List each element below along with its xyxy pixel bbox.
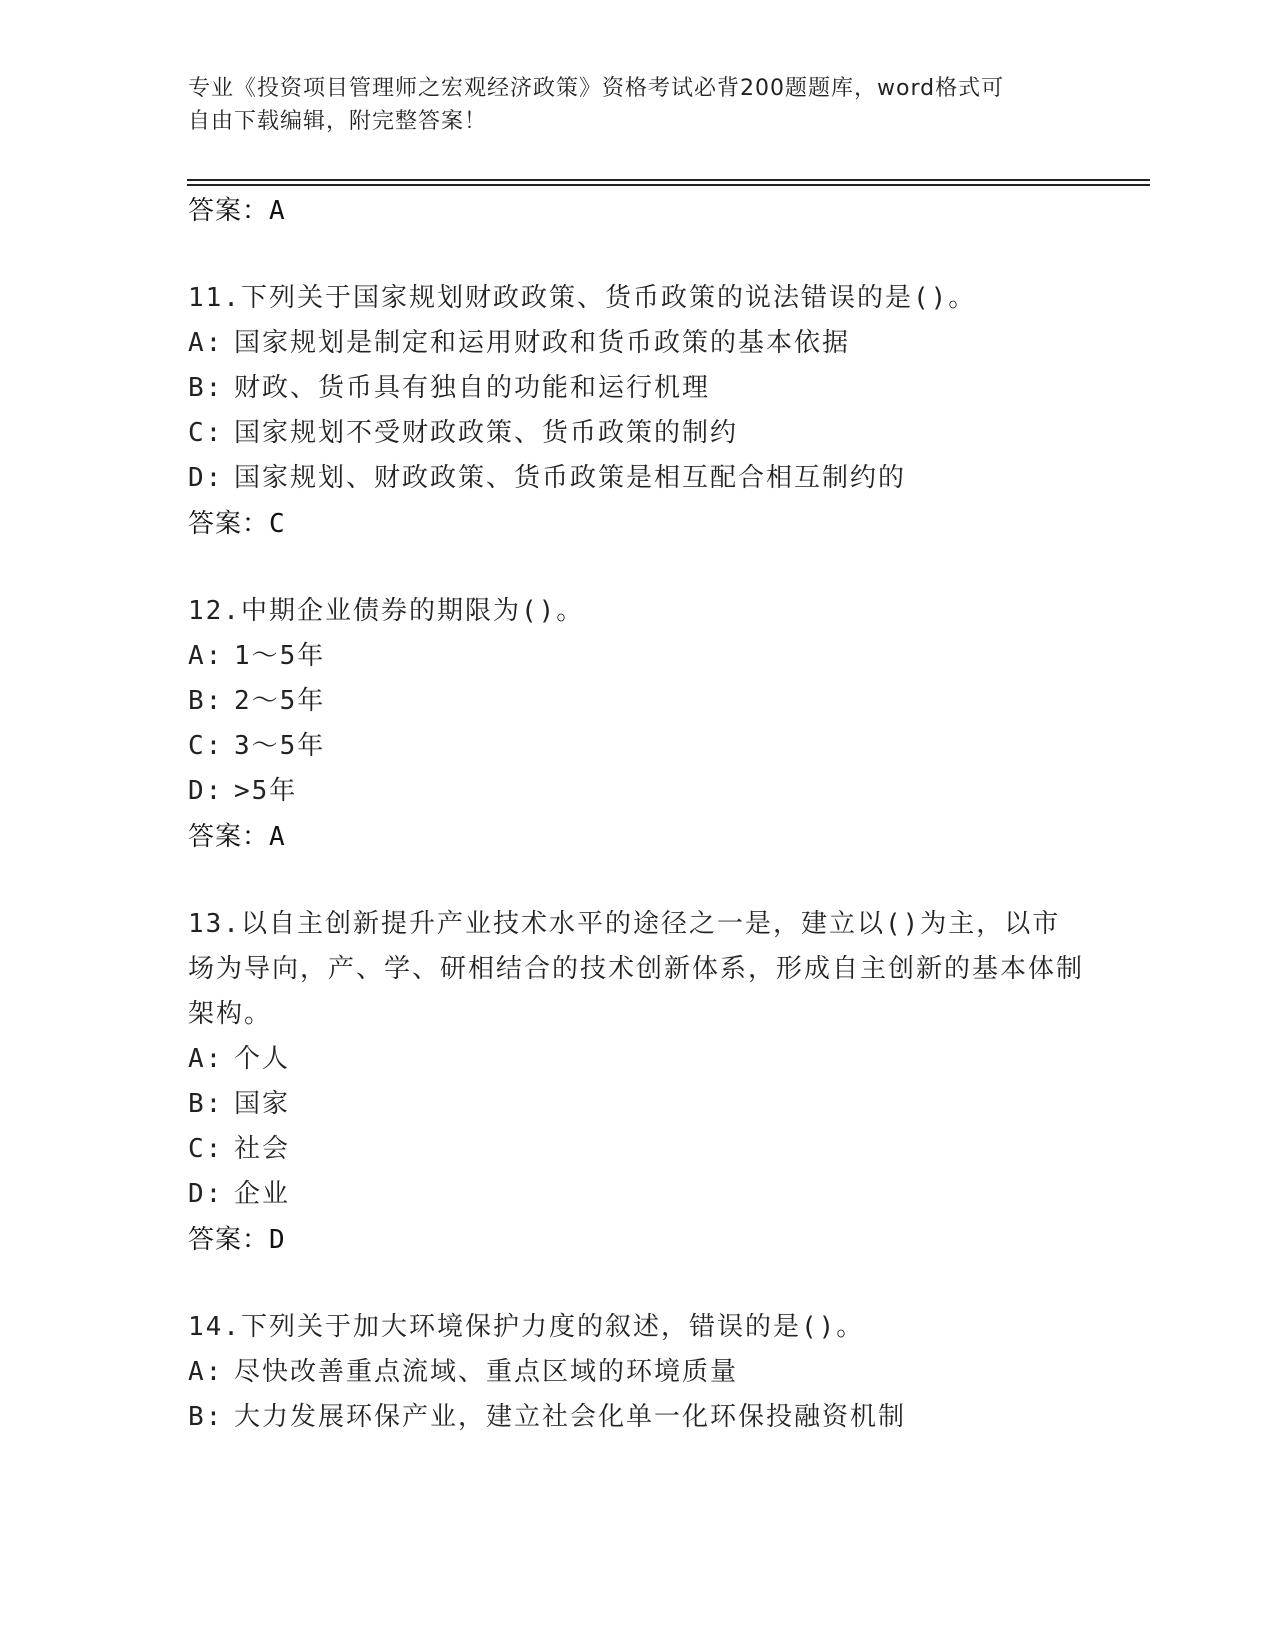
option-text: 3～5年: [234, 731, 326, 761]
option-b: [188, 366, 1088, 411]
option-letter: C:: [188, 418, 224, 448]
answer-line: [188, 188, 1088, 234]
option-text: 1～5年: [234, 641, 326, 671]
option-letter: A:: [188, 328, 224, 358]
option-d: [188, 769, 1088, 814]
option-text: 国家规划不受财政政策、货币政策的制约: [234, 418, 739, 448]
option-letter: B:: [188, 686, 224, 716]
option-b: [188, 679, 1088, 724]
option-text: 大力发展环保产业，建立社会化单一化环保投融资机制: [234, 1402, 907, 1432]
answer-line: [188, 501, 1088, 547]
answer-value: A: [269, 196, 286, 226]
option-text: 尽快改善重点流域、重点区域的环境质量: [234, 1357, 739, 1387]
answer-line: [188, 814, 1088, 860]
question-12: 12.中期企业债券的期限为()。: [188, 596, 585, 626]
question-14: 14.下列关于加大环境保护力度的叙述，错误的是()。: [188, 1312, 865, 1342]
header-line-2: 自由下载编辑，附完整答案！: [188, 109, 488, 134]
answer-prefix: 答案：: [188, 1225, 270, 1255]
option-letter: A:: [188, 1044, 224, 1074]
option-letter: A:: [188, 641, 224, 671]
answer-value: D: [269, 1225, 286, 1255]
answer-prefix: 答案：: [188, 196, 270, 226]
option-b: [188, 1082, 1088, 1127]
page-header: [188, 72, 1088, 138]
question-list: [188, 188, 1088, 1440]
answer-line: [188, 1217, 1088, 1263]
option-c: [188, 724, 1088, 769]
option-b: [188, 1395, 1088, 1440]
answer-prefix: 答案：: [188, 822, 270, 852]
option-letter: B:: [188, 373, 224, 403]
option-text: 国家规划、财政政策、货币政策是相互配合相互制约的: [234, 463, 907, 493]
option-text: 企业: [234, 1179, 291, 1209]
option-letter: D:: [188, 463, 224, 493]
header-rule-bottom: [187, 184, 1150, 186]
option-d: [188, 456, 1088, 501]
option-letter: B:: [188, 1402, 224, 1432]
option-letter: B:: [188, 1089, 224, 1119]
answer-value: A: [269, 822, 286, 852]
option-letter: C:: [188, 731, 224, 761]
option-text: 国家: [234, 1089, 291, 1119]
option-a: [188, 1350, 1088, 1395]
option-text: 2～5年: [234, 686, 326, 716]
option-letter: D:: [188, 1179, 224, 1209]
option-d: [188, 1172, 1088, 1217]
option-text: 社会: [234, 1134, 291, 1164]
answer-prefix: 答案：: [188, 509, 270, 539]
option-c: [188, 411, 1088, 456]
option-letter: C:: [188, 1134, 224, 1164]
option-a: [188, 1037, 1088, 1082]
option-text: 财政、货币具有独自的功能和运行机理: [234, 373, 711, 403]
option-text: 个人: [234, 1044, 291, 1074]
option-letter: A:: [188, 1357, 224, 1387]
option-letter: D:: [188, 776, 224, 806]
header-rule-top: [187, 179, 1150, 181]
question-11: 11.下列关于国家规划财政政策、货币政策的说法错误的是()。: [188, 283, 977, 313]
question-13: 13.以自主创新提升产业技术水平的途径之一是，建立以()为主，以市场为导向，产、学、研相结合的技术创新体系，形成自主创新的基本体制架构。: [188, 909, 1085, 1029]
option-text: 国家规划是制定和运用财政和货币政策的基本依据: [234, 328, 851, 358]
option-c: [188, 1127, 1088, 1172]
option-text: >5年: [234, 776, 298, 806]
header-line-1: 专业《投资项目管理师之宏观经济政策》资格考试必背200题题库，word格式可: [188, 76, 1005, 101]
answer-value: C: [269, 509, 286, 539]
option-a: [188, 634, 1088, 679]
option-a: [188, 321, 1088, 366]
